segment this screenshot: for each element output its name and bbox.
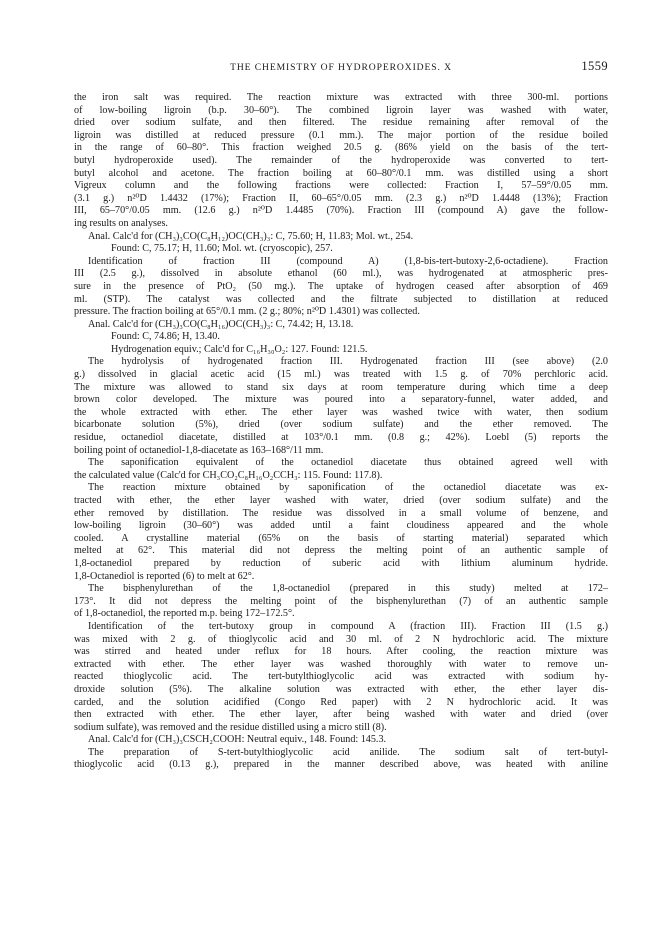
text-line: The reaction mixture obtained by saponification of the octanediol diacetate was ex- (88, 482, 608, 494)
text-line: pressure. The fraction boiling at 65°/0.1 mm. (2 g.; 80%; n²⁰D 1.4301) was collected. (74, 306, 420, 318)
text-line: Hydrogenation equiv.; Calc'd for C₁₆H₃₀O₂: 127. Found: 121.5. (111, 343, 368, 355)
text-line: cooled. A crystalline material (65% on the basis of starting material) separated which (74, 532, 608, 544)
text-line: in the range of 60–80°. This fraction weighed 20.5 g. (86% yield on the basis of the tert- (74, 142, 608, 154)
text-line: ether removed by distillation. The residue was dissolved in a small volume of benzene, and (74, 507, 608, 519)
text-line: ligroin was distilled at reduced pressure (0.1 mm.). The major portion of the residue boiled (74, 129, 608, 141)
text-line: butyl hydroperoxide used). The remainder of the hydroperoxide was converted to tert- (74, 154, 608, 166)
text-line: the calculated value (Calc'd for CH₃CO₂C₈H₁₆O₂CCH₃: 115. Found: 117.8). (74, 469, 383, 481)
text-line: Anal. Calc'd for (CH₃)₃CO(C₈H₁₆)OC(CH₃)₃: C, 74.42; H, 13.18. (88, 318, 354, 330)
text-line: 1,8-Octanediol is reported (6) to melt at 62°. (74, 570, 255, 582)
text-line: Vigreux column and the following fractions were collected: Fraction I, 57–59°/0.05 mm. (74, 180, 608, 192)
text-line: carded, and the solution acidified (Congo Red paper) with 2 N hydrochloric acid. It was (74, 696, 608, 708)
text-line: melted at 62°. This material did not depress the melting point of an authentic sample of (74, 545, 608, 557)
text-line: of 1,8-octanediol, the reported m.p. being 172–172.5°. (74, 608, 295, 620)
text-line: sodium sulfate), was removed and the residue distilled using a micro still (8). (74, 721, 387, 733)
text-line: Identification of the tert-butoxy group in compound A (fraction III). Fraction III (1.5 g.) (88, 620, 608, 632)
text-line: The preparation of S-tert-butylthioglycolic acid anilide. The sodium salt of tert-butyl- (88, 746, 608, 758)
text-line: of low-boiling ligroin (b.p. 30–60°). The combined ligroin layer was washed with water, (74, 104, 608, 116)
text-line: ing results on analyses. (74, 217, 168, 229)
text-line: The saponification equivalent of the octanediol diacetate thus obtained agreed well with (88, 457, 608, 469)
text-line: thioglycolic acid (0.13 g.), prepared in the manner described above, was heated with aniline (74, 759, 608, 771)
text-line: III, 65–70°/0.05 mm. (12.6 g.) n²⁰D 1.4485 (70%). Fraction III (compound A) gave the follow- (74, 205, 608, 217)
text-line: bicarbonate solution (5%), dried (over sodium sulfate) and the ether removed. The (74, 419, 608, 431)
text-line: 173°. It did not depress the melting point of the bisphenylurethan (7) of an authentic sample (74, 595, 608, 607)
text-line: ml. (STP). The catalyst was collected and the filtrate subjected to distillation at reduced (74, 293, 608, 305)
text-line: was mixed with 2 g. of thioglycolic acid and 30 ml. of 2 N hydrochloric acid. The mixture (74, 633, 608, 645)
text-line: The mixture was allowed to stand six days at room temperature during which time a deep (74, 381, 608, 393)
text-line: dried over sodium sulfate, and then filtered. The residue remaining after removal of the (74, 117, 608, 129)
text-line: Found: C, 75.17; H, 11.60; Mol. wt. (cryoscopic), 257. (111, 243, 333, 255)
text-line: low-boiling ligroin (30–60°) was added until a faint cloudiness appeared and the whole (74, 520, 608, 532)
text-line: the whole extracted with ether. The ether layer was washed twice with water, then sodium (74, 406, 608, 418)
page-number: 1559 (581, 59, 608, 73)
text-line: boiling point of octanediol-1,8-diacetate as 163–168°/11 mm. (74, 444, 324, 456)
text-line: reacted thioglycolic acid. The tert-butylthioglycolic acid was extracted with sodium hy- (74, 671, 608, 683)
text-line: was stirred and heated under reflux for 18 hours. After cooling, the reaction mixture was (74, 646, 608, 658)
text-line: The hydrolysis of hydrogenated fraction III. Hydrogenated fraction III (see above) (2.0 (88, 356, 608, 368)
text-line: droxide solution (5%). The alkaline solution was extracted with ether, the ether layer dis- (74, 683, 608, 695)
text-line: brown color developed. The mixture was poured into a separatory-funnel, water added, and (74, 394, 608, 406)
text-line: Anal. Calc'd for (CH₃)₃CO(C₈H₁₂)OC(CH₃)₃: C, 75.60; H, 11.83; Mol. wt., 254. (88, 230, 414, 242)
running-title: THE CHEMISTRY OF HYDROPEROXIDES. X (230, 62, 452, 73)
text-line: butyl alcohol and acetone. The fraction boiling at 60–80°/0.1 mm. was distilled using a short (74, 167, 608, 179)
body-text (74, 92, 608, 772)
text-line: residue, octanediol diacetate, distilled at 103°/0.1 mm. (0.8 g.; 42%). Loebl (5) reports the (74, 432, 608, 444)
text-line: Found: C, 74.86; H, 13.40. (111, 331, 220, 343)
text-line: tracted with ether, the ether layer washed with water, dried (over sodium sulfate) and the (74, 495, 608, 506)
text-line: Anal. Calc'd for (CH₃)₃CSCH₂COOH: Neutral equiv., 148. Found: 145.3. (88, 734, 387, 746)
text-line: Identification of fraction III (compound A) (1,8-bis-tert-butoxy-2,6-octadiene). Fraction (88, 255, 608, 267)
text-line: the iron salt was required. The reaction mixture was extracted with three 300-ml. portions (74, 92, 608, 103)
page-header (74, 58, 608, 76)
text-line: g.) dissolved in glacial acetic acid (15 ml.) was treated with 1.5 g. of 70% perchloric acid. (74, 369, 608, 381)
text-line: then extracted with ether. The ether layer, after being washed with water and dried (over (74, 709, 608, 721)
text-line: extracted with ether. The ether layer was washed thoroughly with water to remove un- (74, 658, 608, 670)
text-line: 1,8-octanediol prepared by reduction of suberic acid with lithium aluminum hydride. (74, 557, 608, 569)
text-line: The bisphenylurethan of the 1,8-octanediol (prepared in this study) melted at 172– (88, 583, 608, 595)
text-line: III (2.5 g.), dissolved in absolute ethanol (60 ml.), was hydrogenated at atmospheric pres- (74, 268, 608, 280)
text-line: sure in the presence of PtO₂ (50 mg.). The uptake of hydrogen ceased after absorption of 469 (74, 280, 608, 292)
text-line: (3.1 g.) n²⁰D 1.4432 (17%); Fraction II, 60–65°/0.05 mm. (2.3 g.) n²⁰D 1.4448 (13%); Fraction (74, 192, 608, 204)
